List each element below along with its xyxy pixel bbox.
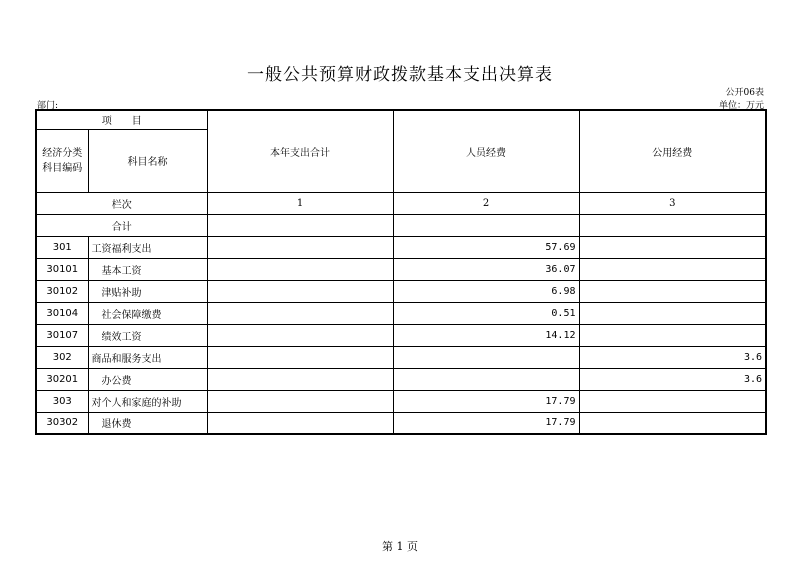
row-public	[579, 258, 766, 280]
budget-table	[35, 109, 767, 435]
row-code: 30104	[36, 302, 88, 324]
row-personnel: 17.79	[393, 390, 579, 412]
row-code: 303	[36, 390, 88, 412]
row-public: 3.6	[579, 346, 766, 368]
row-public: 3.6	[579, 368, 766, 390]
column-index-2: 2	[393, 192, 579, 214]
table-row	[36, 302, 766, 324]
code-header	[36, 129, 88, 192]
row-personnel	[393, 346, 579, 368]
total-row-sum	[207, 214, 393, 236]
column-index-3: 3	[579, 192, 766, 214]
column-index-1: 1	[207, 192, 393, 214]
row-personnel: 14.12	[393, 324, 579, 346]
row-code: 30101	[36, 258, 88, 280]
row-code: 301	[36, 236, 88, 258]
total-row-label: 合计	[36, 214, 207, 236]
row-personnel	[393, 368, 579, 390]
table-row	[36, 346, 766, 368]
table-row	[36, 280, 766, 302]
row-code: 30302	[36, 412, 88, 434]
row-public	[579, 302, 766, 324]
row-total	[207, 346, 393, 368]
subject-name-header: 科目名称	[88, 129, 207, 192]
row-public	[579, 324, 766, 346]
row-total	[207, 368, 393, 390]
row-subject-name: 基本工资	[88, 258, 207, 280]
row-personnel: 36.07	[393, 258, 579, 280]
unit-label: 单位：万元	[718, 101, 764, 111]
total-row-personnel	[393, 214, 579, 236]
total-header: 本年支出合计	[207, 110, 393, 192]
page-footer: 第 1 页	[382, 540, 418, 553]
form-number: 公开06表	[725, 88, 764, 98]
row-total	[207, 302, 393, 324]
row-total	[207, 324, 393, 346]
personnel-header: 人员经费	[393, 110, 579, 192]
table-row	[36, 258, 766, 280]
row-public	[579, 280, 766, 302]
table-row	[36, 390, 766, 412]
total-row-public	[579, 214, 766, 236]
table-row	[36, 236, 766, 258]
row-public	[579, 390, 766, 412]
code-header-line1: 经济分类	[42, 147, 83, 159]
row-code: 30102	[36, 280, 88, 302]
item-header: 项 目	[36, 110, 207, 129]
code-header-line2: 科目编码	[42, 162, 83, 174]
row-subject-name: 工资福利支出	[88, 236, 207, 258]
row-code: 30107	[36, 324, 88, 346]
row-code: 30201	[36, 368, 88, 390]
row-subject-name: 社会保障缴费	[88, 302, 207, 324]
row-subject-name: 商品和服务支出	[88, 346, 207, 368]
table-row	[36, 412, 766, 434]
table-row	[36, 324, 766, 346]
row-total	[207, 258, 393, 280]
row-public	[579, 412, 766, 434]
row-personnel: 57.69	[393, 236, 579, 258]
table-row	[36, 368, 766, 390]
row-public	[579, 236, 766, 258]
row-total	[207, 412, 393, 434]
row-personnel: 17.79	[393, 412, 579, 434]
column-index-label: 栏次	[36, 192, 207, 214]
row-subject-name: 退休费	[88, 412, 207, 434]
row-subject-name: 津贴补助	[88, 280, 207, 302]
row-total	[207, 390, 393, 412]
row-code: 302	[36, 346, 88, 368]
row-subject-name: 办公费	[88, 368, 207, 390]
report-title: 一般公共预算财政拨款基本支出决算表	[247, 65, 553, 85]
row-total	[207, 236, 393, 258]
row-subject-name: 绩效工资	[88, 324, 207, 346]
row-personnel: 6.98	[393, 280, 579, 302]
department-label: 部门:	[37, 101, 59, 111]
row-personnel: 0.51	[393, 302, 579, 324]
row-subject-name: 对个人和家庭的补助	[88, 390, 207, 412]
row-total	[207, 280, 393, 302]
public-header: 公用经费	[579, 110, 766, 192]
